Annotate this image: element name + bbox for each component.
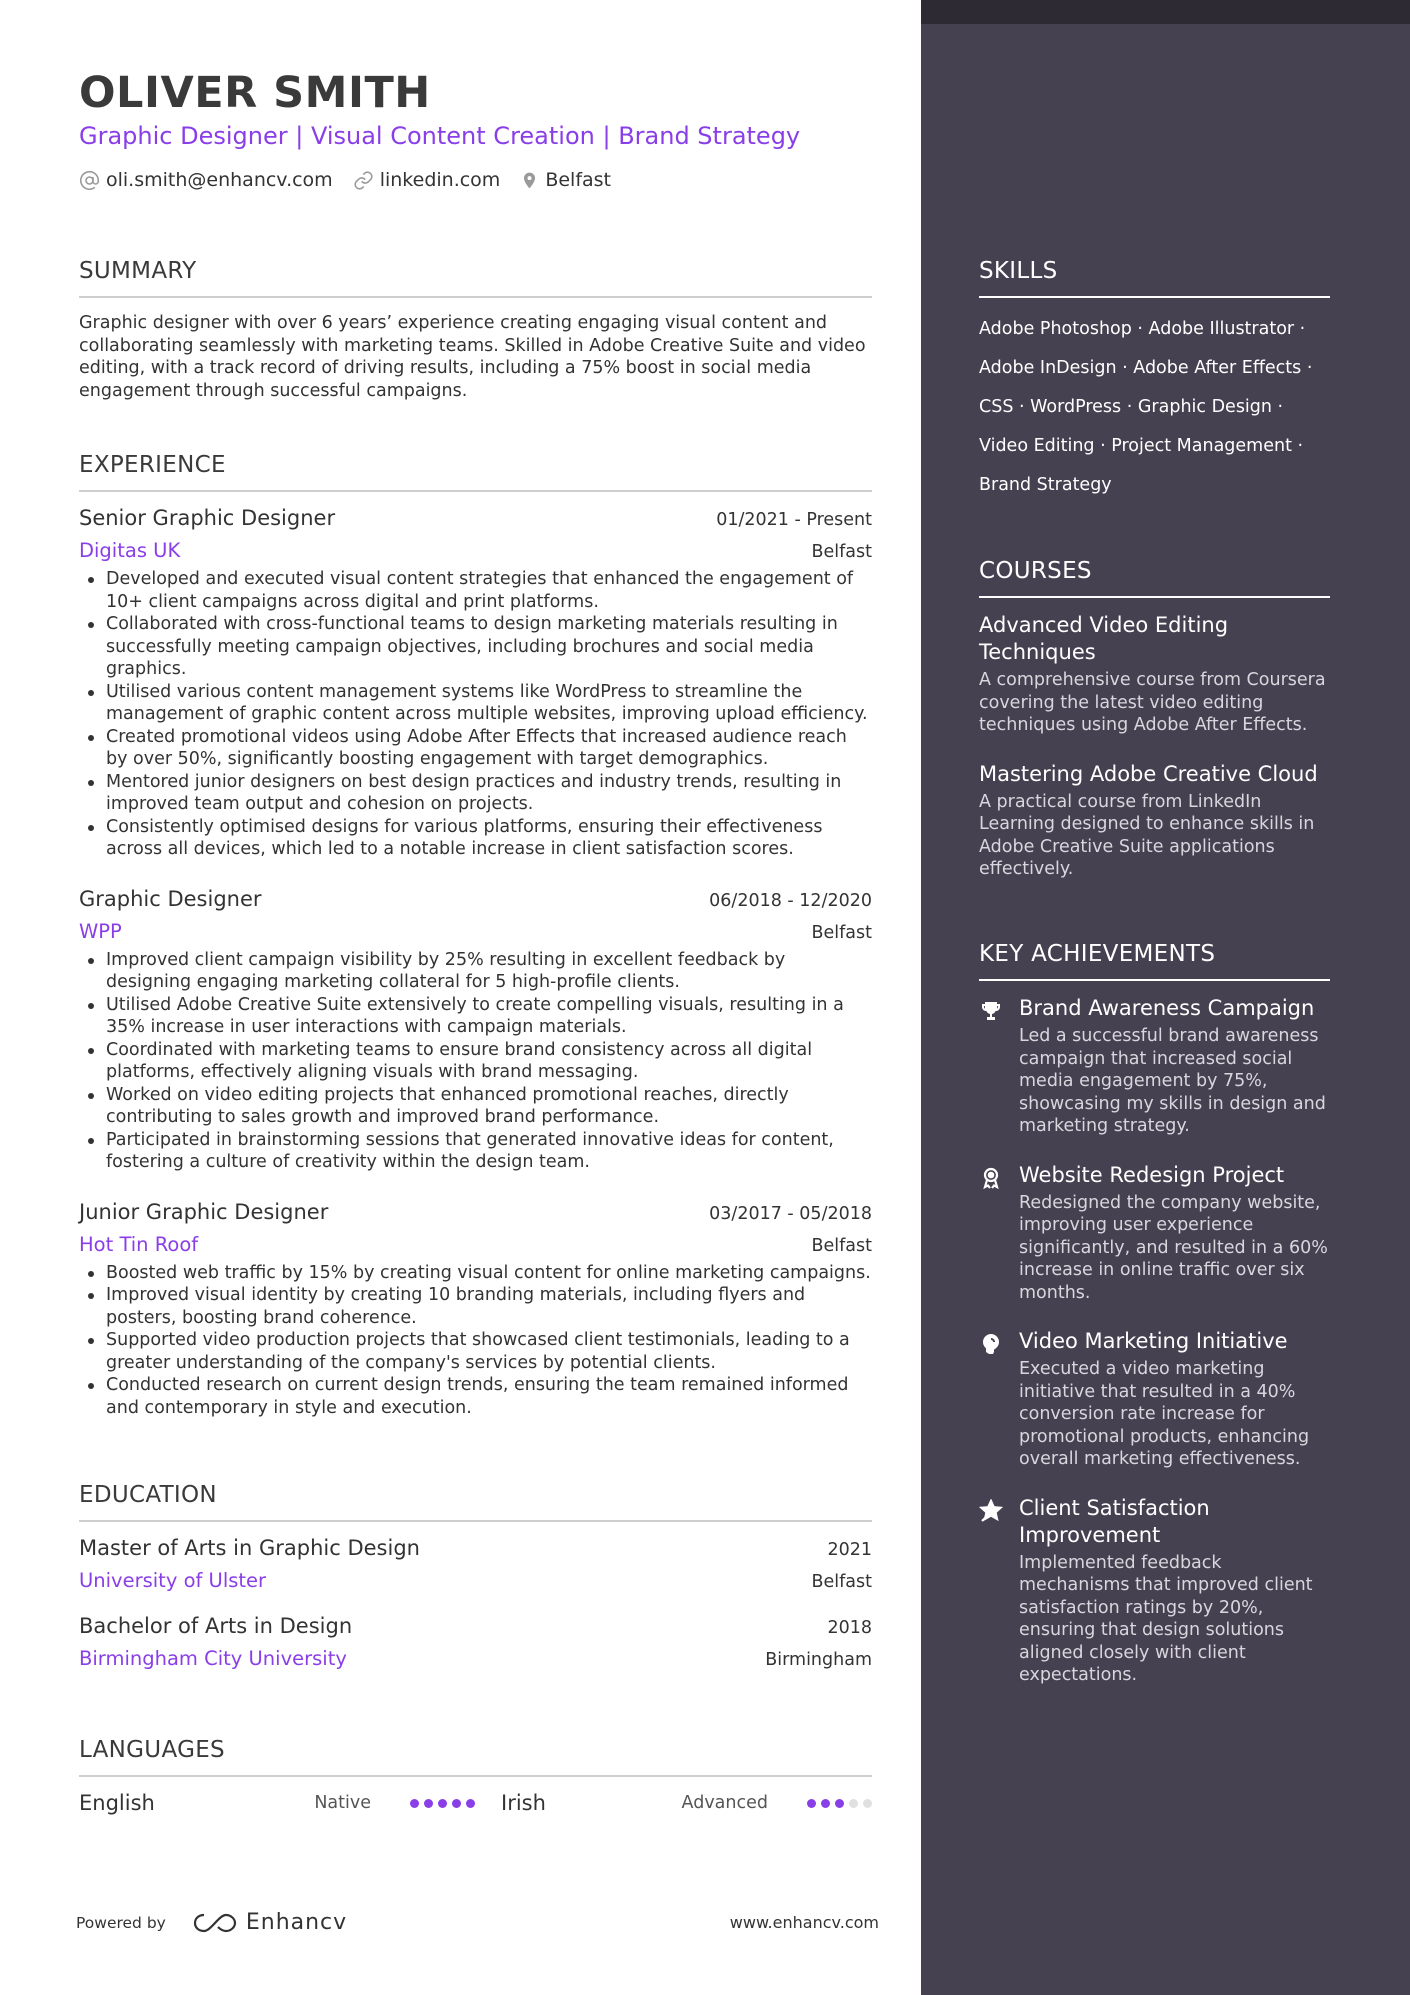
skills-title: SKILLS <box>979 258 1330 298</box>
school-name[interactable]: University of Ulster <box>79 1569 267 1592</box>
achievement-title: Brand Awareness Campaign <box>1019 996 1315 1020</box>
degree: Bachelor of Arts in Design <box>79 1614 353 1638</box>
bullet-item: Utilised Adobe Creative Suite extensively to create compelling visuals, resulting in a 35% increase in user interactions with campaign materials. <box>106 994 872 1039</box>
achievement-title: Video Marketing Initiative <box>1019 1329 1288 1353</box>
achievement-entry <box>979 1495 1330 1687</box>
courses-title: COURSES <box>979 558 1330 598</box>
skills-line: Adobe Photoshop · Adobe Illustrator · <box>979 319 1306 339</box>
sidebar-top-band <box>921 0 1410 24</box>
school-location: Belfast <box>811 1572 872 1592</box>
language-level: Native <box>314 1793 371 1813</box>
course-title: Mastering Adobe Creative Cloud <box>979 761 1318 786</box>
job-location: Belfast <box>811 542 872 562</box>
education-title: EDUCATION <box>79 1482 872 1522</box>
job-title: Senior Graphic Designer <box>79 506 336 530</box>
course-title: Advanced Video Editing Techniques <box>979 613 1229 664</box>
achievement-description: Implemented feedback mechanisms that improved client satisfaction ratings by 20%, ensuring that design solutions aligned closely with client expectations. <box>1019 1552 1313 1685</box>
languages-title: LANGUAGES <box>79 1737 872 1777</box>
education-entry <box>79 1614 872 1670</box>
footer <box>76 1910 879 1935</box>
job-bullets <box>79 1262 872 1420</box>
job-dates: 01/2021 - Present <box>716 510 872 530</box>
proficiency-dot-filled <box>807 1799 816 1808</box>
bullet-item: Supported video production projects that showcased client testimonials, leading to a greater understanding of the company's services by potential clients. <box>106 1329 872 1374</box>
contact-email[interactable] <box>79 169 333 191</box>
language-name: English <box>79 1791 155 1815</box>
graduation-year: 2018 <box>827 1618 872 1638</box>
proficiency-dot-filled <box>466 1799 475 1808</box>
skills-line: CSS · WordPress · Graphic Design · <box>979 397 1284 417</box>
job-title: Junior Graphic Designer <box>79 1199 329 1224</box>
bullet-item: Coordinated with marketing teams to ensure brand consistency across all digital platforms, effectively aligning visuals with brand messaging. <box>106 1039 872 1084</box>
languages-section <box>79 1737 872 1815</box>
at-sign-icon <box>79 170 100 191</box>
contact-link[interactable] <box>353 169 501 191</box>
proficiency-dot-empty <box>863 1799 872 1808</box>
proficiency-dot-filled <box>424 1799 433 1808</box>
job-bullets <box>79 949 872 1174</box>
bullet-item: Developed and executed visual content strategies that enhanced the engagement of 10+ client campaigns across digital and print platforms. <box>106 568 872 613</box>
link-icon <box>353 170 374 191</box>
graduation-year: 2021 <box>827 1540 872 1560</box>
email-text: oli.smith@enhancv.com <box>106 169 333 191</box>
skills-line: Adobe InDesign · Adobe After Effects · <box>979 358 1313 378</box>
award-ribbon-icon <box>979 1166 1003 1190</box>
job-dates: 03/2017 - 05/2018 <box>709 1203 872 1224</box>
contact-location <box>520 169 611 191</box>
job-location: Belfast <box>811 1235 872 1256</box>
bullet-item: Boosted web traffic by 15% by creating visual content for online marketing campaigns. <box>106 1262 871 1283</box>
achievement-entry <box>979 1328 1330 1471</box>
experience-section <box>79 452 872 1419</box>
star-hand-icon <box>979 1499 1003 1523</box>
language-entry <box>501 1791 872 1815</box>
job-bullets <box>79 568 872 861</box>
candidate-name: OLIVER SMITH <box>79 68 431 118</box>
course-description: A comprehensive course from Coursera covering the latest video editing techniques using Adobe After Effects. <box>979 670 1326 735</box>
skills-line: Brand Strategy <box>979 475 1112 495</box>
job-entry <box>79 506 872 861</box>
trophy-icon <box>979 999 1003 1023</box>
summary-text: Graphic designer with over 6 years’ experience creating engaging visual content and collaborating seamlessly with marketing teams. Skilled in Adobe Creative Suite and video editing, with a track record of driving results, including a 75% boost in social media engagement through successful campaigns. <box>79 313 866 401</box>
headline: Graphic Designer | Visual Content Creation | Brand Strategy <box>79 122 801 150</box>
bullet-item: Conducted research on current design trends, ensuring the team remained informed and contemporary in style and execution. <box>106 1374 872 1419</box>
education-section <box>79 1482 872 1670</box>
proficiency-dots <box>405 1799 475 1808</box>
achievement-entry <box>979 995 1330 1138</box>
website-link[interactable]: www.enhancv.com <box>729 1913 879 1932</box>
language-name: Irish <box>501 1791 546 1815</box>
achievement-entry <box>979 1162 1330 1305</box>
degree: Master of Arts in Graphic Design <box>79 1536 420 1560</box>
proficiency-dots <box>802 1799 872 1808</box>
courses-section <box>979 558 1330 881</box>
achievements-title: KEY ACHIEVEMENTS <box>979 941 1330 981</box>
brand-name: Enhancv <box>245 1910 348 1935</box>
company-name[interactable]: WPP <box>79 919 122 943</box>
bullet-item: Worked on video editing projects that enhanced promotional reaches, directly contributing to sales growth and improved brand performance. <box>106 1084 872 1129</box>
skills-section <box>979 258 1330 505</box>
achievement-title: Website Redesign Project <box>1019 1162 1285 1187</box>
proficiency-dot-filled <box>835 1799 844 1808</box>
location-text: Belfast <box>545 169 612 191</box>
school-location: Birmingham <box>765 1650 872 1670</box>
proficiency-dot-empty <box>849 1799 858 1808</box>
achievement-description: Executed a video marketing initiative that resulted in a 40% conversion rate increase for promotional products, enhancing overall marketing effectiveness. <box>1019 1359 1310 1469</box>
education-entry <box>79 1536 872 1592</box>
infinity-logo-icon <box>192 1911 238 1935</box>
bullet-item: Created promotional videos using Adobe After Effects that increased audience reach by over 50%, significantly boosting engagement with target demographics. <box>106 726 872 771</box>
achievement-title: Client Satisfaction Improvement <box>1019 1495 1210 1547</box>
proficiency-dot-filled <box>410 1799 419 1808</box>
contact-info <box>79 169 631 191</box>
company-name[interactable]: Hot Tin Roof <box>79 1232 199 1256</box>
experience-title: EXPERIENCE <box>79 452 872 492</box>
summary-section <box>79 258 872 402</box>
job-entry <box>79 1200 872 1420</box>
bullet-item: Collaborated with cross-functional teams to design marketing materials resulting in successfully meeting campaign objectives, including brochures and social media graphics. <box>106 613 872 681</box>
bullet-item: Utilised various content management systems like WordPress to streamline the management of graphic content across multiple websites, improving upload efficiency. <box>106 681 872 726</box>
achievements-section <box>979 941 1330 1687</box>
link-text: linkedin.com <box>379 169 501 191</box>
skills-line: Video Editing · Project Management · <box>979 436 1304 456</box>
powered-by <box>76 1910 347 1935</box>
language-entry <box>79 1791 475 1815</box>
course-description: A practical course from LinkedIn Learning designed to enhance skills in Adobe Creative Suite applications effectively. <box>979 791 1315 879</box>
school-name[interactable]: Birmingham City University <box>79 1647 347 1670</box>
bullet-item: Improved client campaign visibility by 25% resulting in excellent feedback by designing engaging marketing collateral for 5 high-profile clients. <box>106 949 872 994</box>
lightbulb-icon <box>979 1332 1003 1356</box>
job-title: Graphic Designer <box>79 886 262 911</box>
skills-list <box>979 310 1330 505</box>
bullet-item: Participated in brainstorming sessions that generated innovative ideas for content, fostering a culture of creativity within the design team. <box>106 1129 872 1174</box>
course-entry <box>979 761 1330 881</box>
powered-by-label: Powered by <box>76 1913 166 1932</box>
course-entry <box>979 612 1330 737</box>
summary-title: SUMMARY <box>79 258 872 298</box>
job-location: Belfast <box>811 922 872 943</box>
job-entry <box>79 887 872 1174</box>
job-dates: 06/2018 - 12/2020 <box>709 890 872 911</box>
sidebar <box>921 0 1410 1995</box>
enhancv-logo[interactable] <box>192 1910 347 1935</box>
achievement-description: Redesigned the company website, improving user experience significantly, and resulted in a 60% increase in online traffic over six months. <box>1019 1192 1328 1303</box>
bullet-item: Mentored junior designers on best design practices and industry trends, resulting in improved team output and cohesion on projects. <box>106 771 872 816</box>
proficiency-dot-filled <box>438 1799 447 1808</box>
bullet-item: Consistently optimised designs for various platforms, ensuring their effectiveness across all devices, which led to a notable increase in client satisfaction scores. <box>106 816 872 861</box>
location-pin-icon <box>520 170 539 191</box>
proficiency-dot-filled <box>452 1799 461 1808</box>
company-name[interactable]: Digitas UK <box>79 539 181 562</box>
proficiency-dot-filled <box>821 1799 830 1808</box>
achievement-description: Led a successful brand awareness campaign that increased social media engagement by 75%, showcasing my skills in design and marketing strategy. <box>1019 1026 1326 1136</box>
bullet-item: Improved visual identity by creating 10 branding materials, including flyers and posters, boosting brand coherence. <box>106 1284 872 1329</box>
language-level: Advanced <box>681 1793 768 1813</box>
